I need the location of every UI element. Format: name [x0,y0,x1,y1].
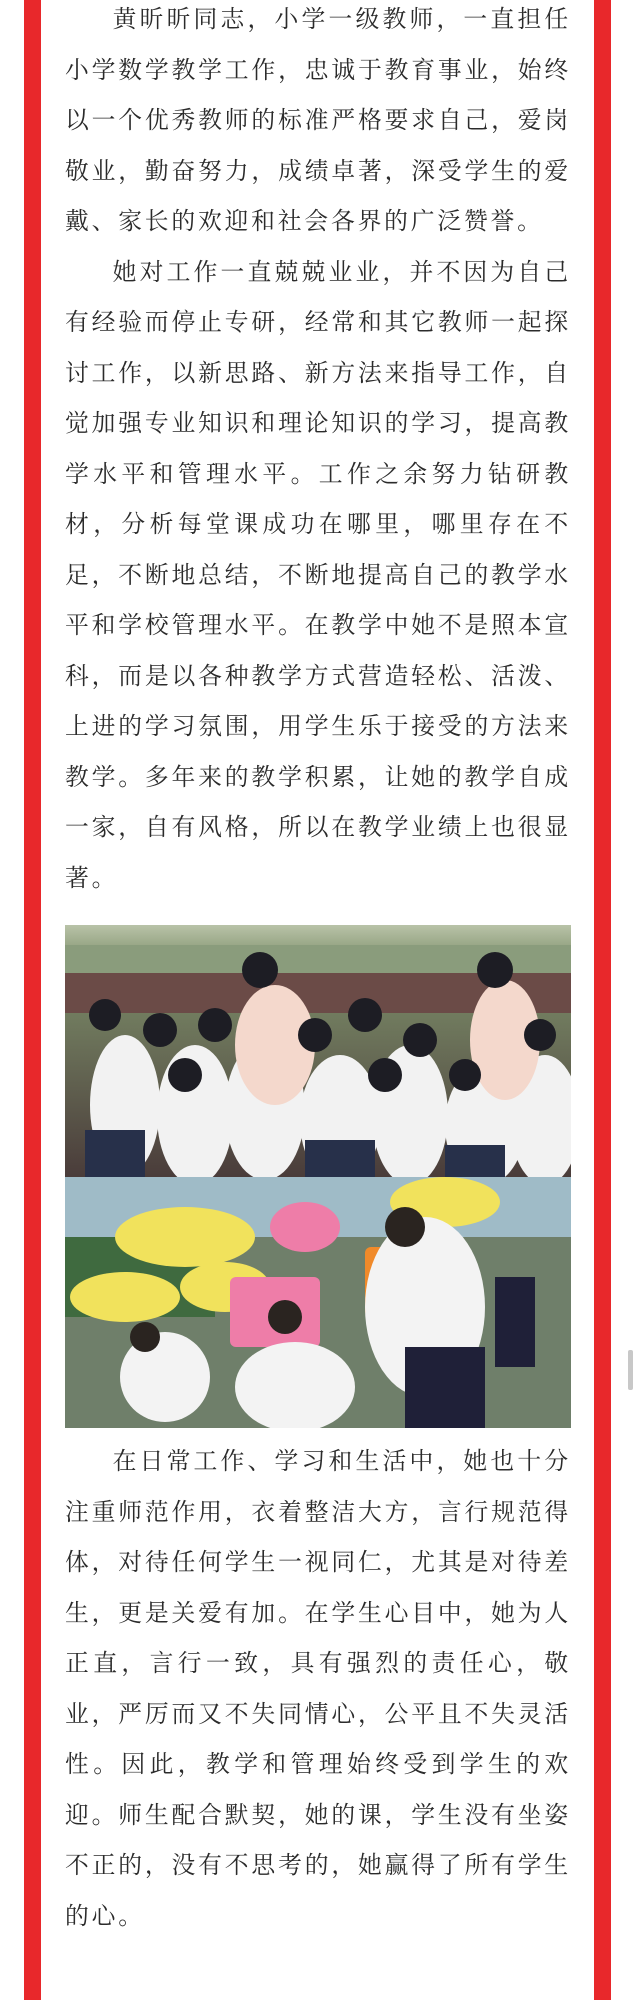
scroll-indicator[interactable] [628,1350,633,1390]
photo-students-with-flowers [65,1177,571,1428]
paragraph-intro: 黄昕昕同志，小学一级教师，一直担任小学数学教学工作，忠诚于教育事业，始终以一个优秀教师的标准严格要求自己，爱岗敬业，勤奋努力，成绩卓著，深受学生的爱戴、家长的欢迎和社会各界的广泛赞誉。 [65,5,571,235]
paragraph-daily-conduct: 在日常工作、学习和生活中，她也十分注重师范作用，衣着整洁大方，言行规范得体，对待任何学生一视同仁，尤其是对待差生，更是关爱有加。在学生心目中，她为人正直，言行一致，具有强烈的责任心，敬业，严厉而又不失同情心，公平且不失灵活性。因此，教学和管理始终受到学生的欢迎。师生配合默契，她的课，学生没有坐姿不正的，没有不思考的，她赢得了所有学生的心。 [65,1447,571,1930]
photo-collage [65,925,571,1428]
paragraph-work-attitude: 她对工作一直兢兢业业，并不因为自己有经验而停止专研，经常和其它教师一起探讨工作，以新思路、新方法来指导工作，自觉加强专业知识和理论知识的学习，提高教学水平和管理水平。工作之余努力钻研教材，分析每堂课成功在哪里，哪里存在不足，不断地总结，不断地提高自己的教学水平和学校管理水平。在教学中她不是照本宣科，而是以各种教学方式营造轻松、活泼、上进的学习氛围，用学生乐于接受的方法来教学。多年来的教学积累，让她的教学自成一家，自有风格，所以在教学业绩上也很显著。 [65,257,571,892]
photo-teachers-with-students [65,925,571,1177]
article-content [65,0,571,1941]
right-red-border [594,0,611,2000]
left-red-border [24,0,41,2000]
